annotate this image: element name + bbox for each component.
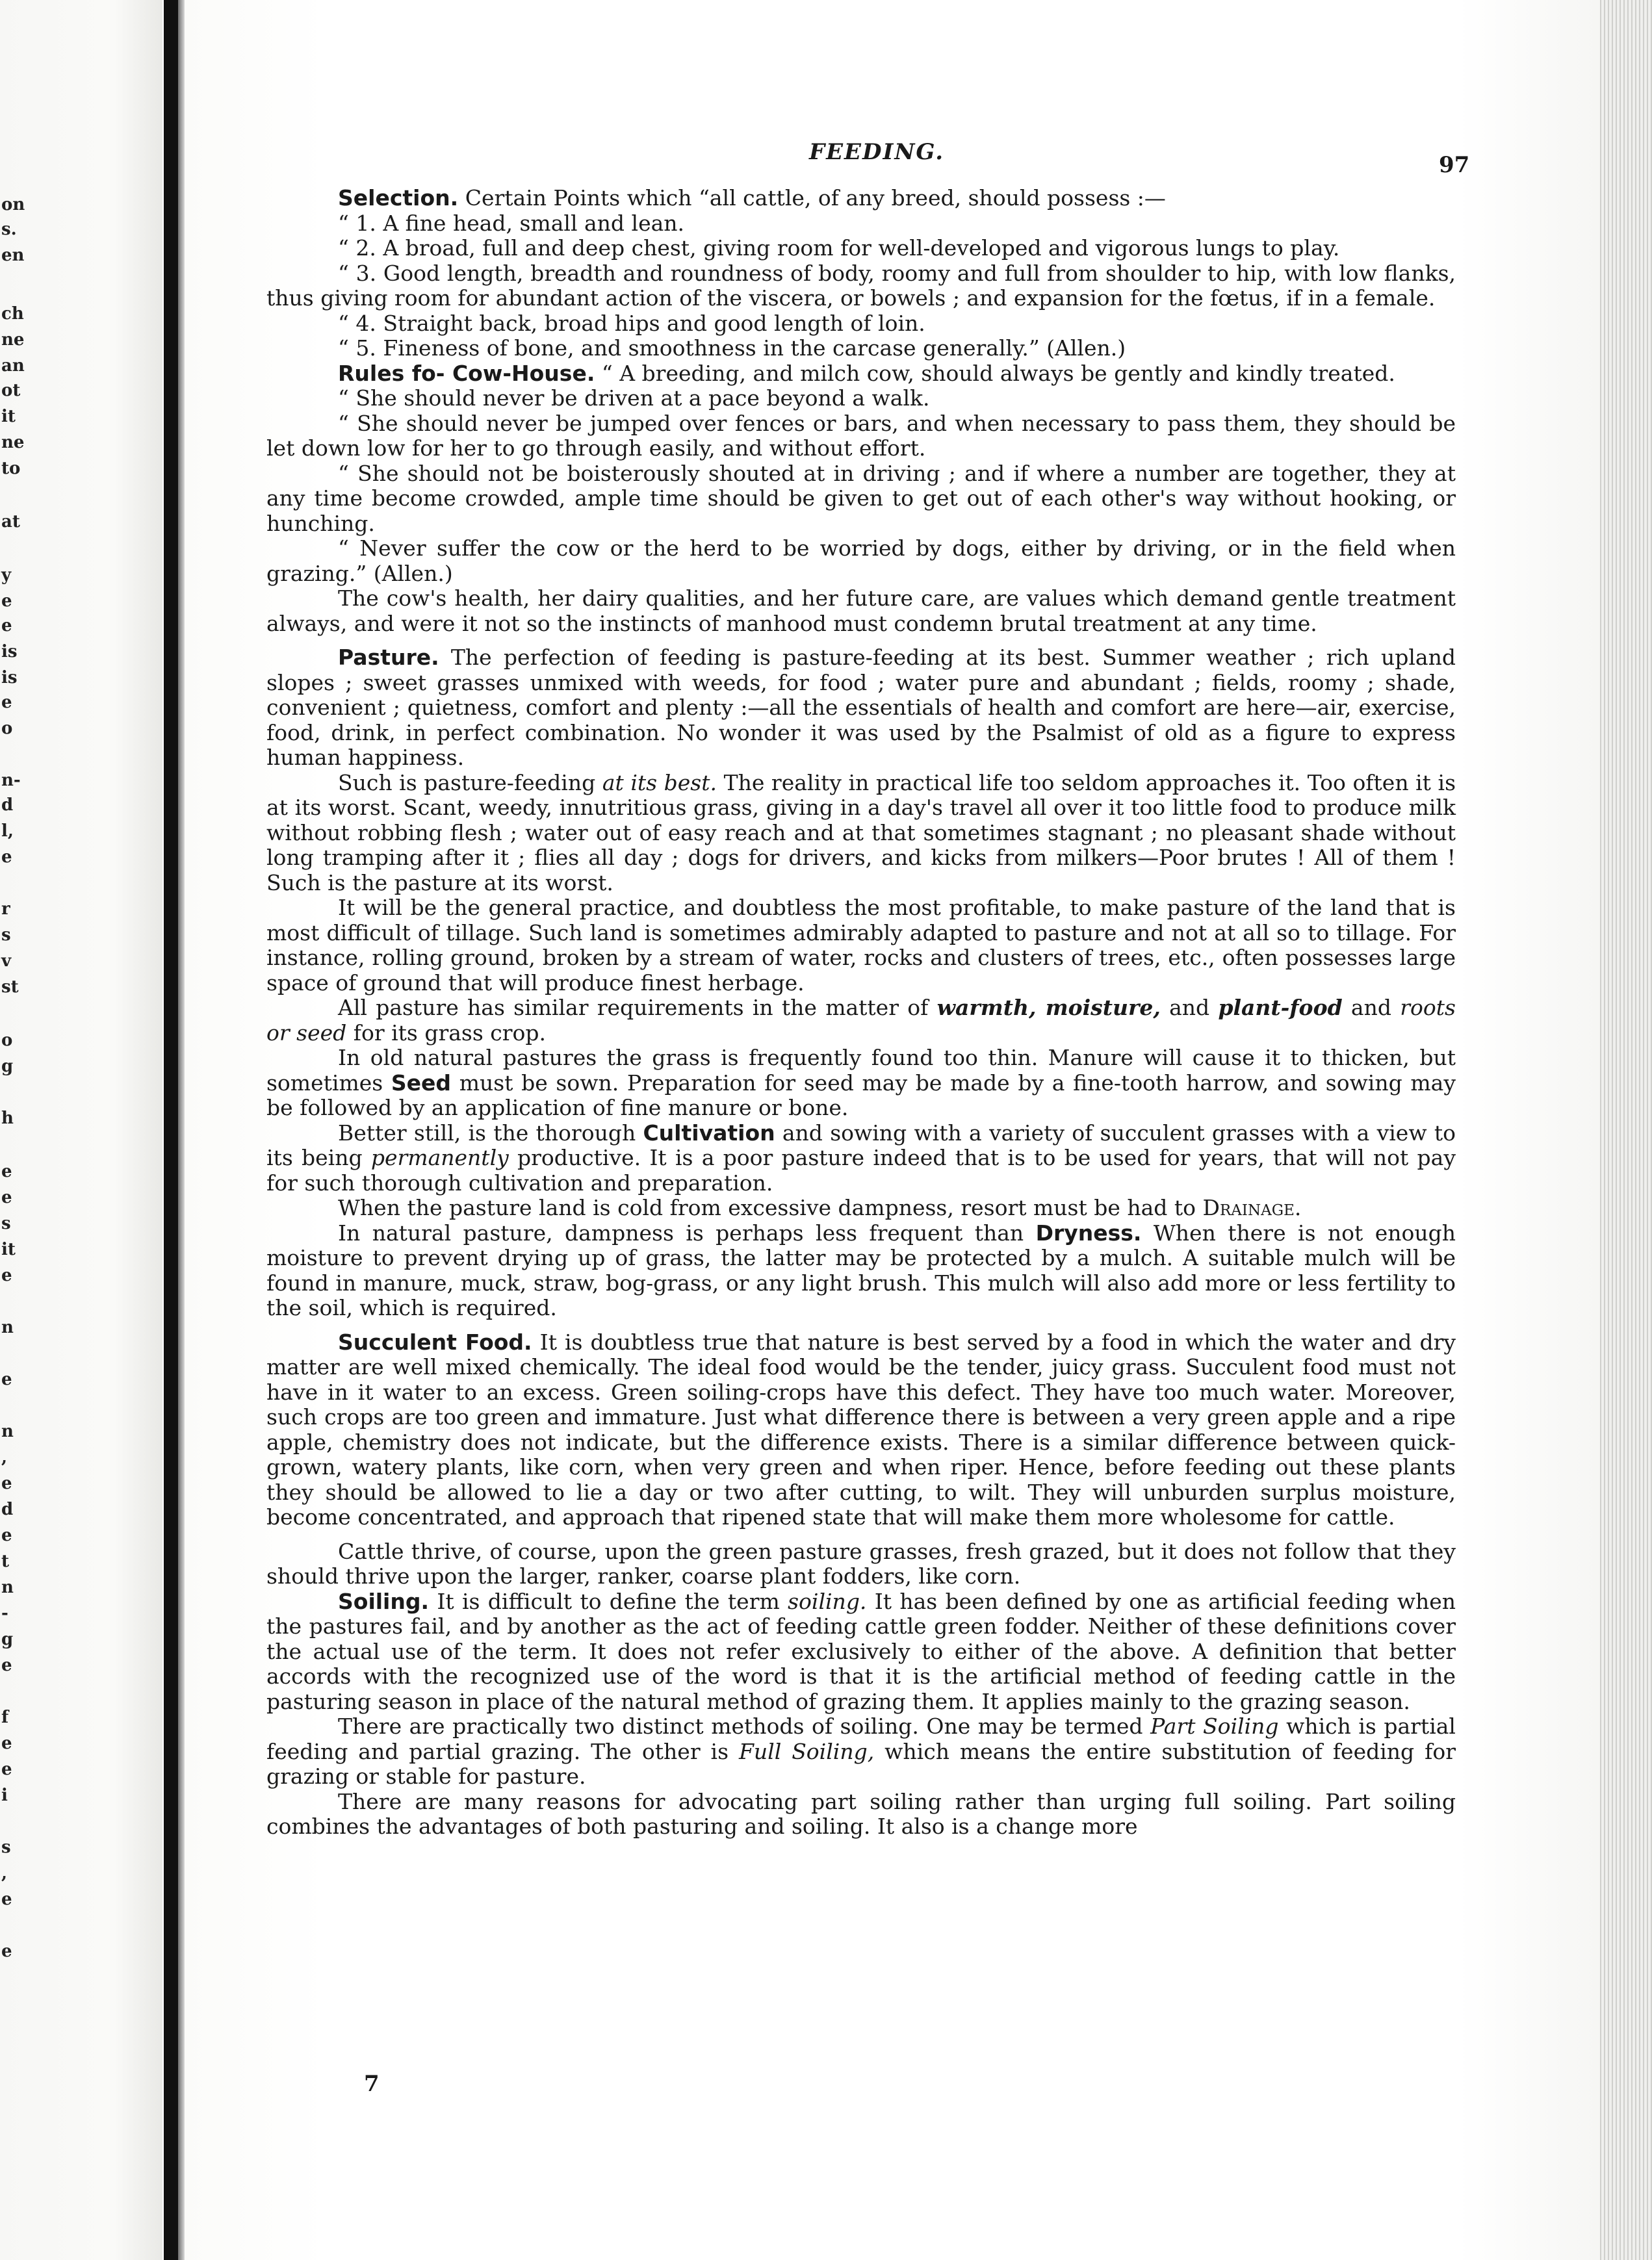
italic-run: Full Soiling,	[738, 1738, 875, 1764]
soiling-heading: Soiling.	[338, 1588, 430, 1614]
text-run: and sowing with a variety of succulent grasses with a view to its being	[266, 1120, 1456, 1170]
facing-page-fragment: g	[1, 1057, 14, 1076]
italic-run: Part Soiling	[1150, 1714, 1279, 1739]
text-run: It is doubtless true that nature is best served by a food in which the water and dry matter are well mixed chemically. The ideal food would be the tender, juicy grass. Succulent food must not have in it water to an excess. Green soiling-crops have this defect. They have too much water. Moreover, such crops are too green and immature. Just what difference there is between a very green apple and a ripe apple, chemistry does not indicate, but the difference exists. There is a similar difference between quick-grown, watery plants, like corn, when very green and when riper. Hence, before feeding out these plants they should be allowed to lie a day or two after cutting, to wilt. They will unburden surplus moisture, become concentrated, and approach that ripened state that will make them more wholesome for cattle.	[266, 1329, 1456, 1530]
facing-page-fragment: e	[1, 591, 12, 611]
dryness-paragraph	[266, 1221, 1456, 1321]
facing-page-fragment: o	[1, 1031, 13, 1050]
facing-page-fragment: to	[1, 459, 21, 478]
soiling-paragraph-3: There are many reasons for advocating part soiling rather than urging full soiling. Part soiling combines the advantages of both pasturing and soiling. It also is a change more	[266, 1788, 1456, 1839]
facing-page-fragment: e	[1, 1188, 12, 1207]
facing-page-fragment: s	[1, 1214, 11, 1233]
succulent-paragraph-2: Cattle thrive, of course, upon the green pasture grasses, fresh grazed, but it does not follow that they should thrive upon the larger, ranker, coarse plant fodders, like corn.	[266, 1538, 1456, 1589]
cow-house-rule-3: “ She should not be boisterously shouted at in driving ; and if where a number are together, they at any time become crowded, ample time should be given to get out of each other's way without hooking, or hunching.	[266, 460, 1456, 536]
facing-page-fragment: e	[1, 1942, 12, 1961]
selection-paragraph	[266, 186, 1456, 211]
facing-page-fragment: e	[1, 847, 12, 867]
text-run: which means the entire substitution of feeding for grazing or stable for pasture.	[266, 1738, 1456, 1789]
pasture-paragraph-3: It will be the general practice, and doubtless the most profitable, to make pasture of the land that is most difficult of tillage. Such land is sometimes admirably adapted to pasture and not at all so to tillage. For instance, rolling ground, broken by a stream of water, rocks and clusters of trees, etc., often possesses large space of ground that will produce finest herbage.	[266, 895, 1456, 995]
pasture-paragraph-4	[266, 995, 1456, 1046]
page-number: 97	[1439, 152, 1470, 178]
text-run: for its grass crop.	[353, 1020, 547, 1046]
text-run: All pasture has similar requirements in the matter of	[338, 995, 929, 1020]
facing-page-fragment: e	[1, 1266, 12, 1285]
pasture-text: The perfection of feeding is pasture-feeding at its best. Summer weather ; rich upland slopes ; sweet grasses unmixed with weeds, for food ; water pure and abundant ; fields, roomy ; shade, convenient ; quietness, comfort and plenty :—all the essentials of health and comfort are here—air, exercise, food, drink, in perfect combination. No wonder it was used by the Psalmist of old as a figure to express human happiness.	[266, 645, 1456, 770]
facing-page-fragment: n	[1, 1578, 14, 1597]
pasture-paragraph-2	[266, 771, 1456, 896]
page-stack-edge	[1600, 0, 1652, 2260]
text-run: and	[1169, 995, 1210, 1020]
cultivation-paragraph	[266, 1121, 1456, 1196]
facing-page-fragment: at	[1, 512, 20, 532]
facing-page-fragment: n	[1, 1422, 14, 1441]
facing-page-fragment: e	[1, 1474, 12, 1493]
facing-page-fragment: ,	[1, 1864, 8, 1883]
text-run: When the pasture land is cold from excessive dampness, resort must be had to	[338, 1195, 1196, 1220]
facing-page-fragment: l,	[1, 821, 14, 841]
facing-page-fragment: ,	[1, 1448, 8, 1467]
running-head: FEEDING.	[809, 139, 945, 165]
facing-page-edge	[0, 0, 162, 2260]
facing-page-fragment: is	[1, 668, 18, 687]
selection-point-3: “ 3. Good length, breadth and roundness of body, roomy and full from shoulder to hip, with low flanks, thus giving room for abundant action of the viscera, or bowels ; and expansion for the fœtus, if in a female.	[266, 260, 1456, 311]
facing-page-fragment: t	[1, 1552, 10, 1571]
facing-page-fragment: st	[1, 977, 19, 997]
text-run: and	[1350, 995, 1391, 1020]
cow-house-rule-4: “ Never suffer the cow or the herd to be worried by dogs, either by driving, or in the field when grazing.” (Allen.)	[266, 535, 1456, 586]
facing-page-fragment: d	[1, 795, 14, 815]
facing-page-fragment: it	[1, 407, 16, 426]
facing-page-fragment: i	[1, 1786, 8, 1805]
text-run: In old natural pastures the grass is frequently found too thin. Manure will cause it to thicken, but sometimes	[266, 1045, 1456, 1096]
pasture-paragraph	[266, 645, 1456, 771]
seed-paragraph	[266, 1046, 1456, 1121]
facing-page-fragment: e	[1, 1890, 12, 1909]
cow-house-paragraph	[266, 361, 1456, 387]
cow-house-rule-2: “ She should never be jumped over fences or bars, and when necessary to pass them, they should be let down low for her to go through easily, and without effort.	[266, 410, 1456, 461]
selection-point-1: “ 1. A fine head, small and lean.	[338, 210, 685, 236]
book-gutter	[164, 0, 178, 2260]
italic-run: soiling.	[788, 1588, 867, 1614]
drainage-term: Drainage.	[1202, 1195, 1302, 1220]
facing-page-fragment: f	[1, 1708, 9, 1727]
selection-intro: Certain Points which “all cattle, of any breed, should possess :—	[465, 185, 1166, 211]
italic-run: roots or seed	[266, 995, 1456, 1046]
facing-page-fragment: d	[1, 1500, 14, 1519]
text-run: There are practically two distinct methods of soiling. One may be termed	[338, 1714, 1143, 1739]
facing-page-fragment: e	[1, 616, 12, 636]
text-run: It has been defined by one as artificial feeding when the pastures fail, and by another as the act of feeding cattle green fodder. Neither of these definitions cover the actual use of the term. It does not refer exclusively to either of the above. A definition that better accords with the recognized use of the word is that it is the artificial method of feeding cattle in the pasturing season in place of the natural method of grazing them. It applies mainly to the grazing season.	[266, 1588, 1456, 1714]
facing-page-fragment: is	[1, 642, 18, 661]
facing-page-fragment: s	[1, 925, 11, 945]
soiling-paragraph	[266, 1589, 1456, 1715]
facing-page-fragment: v	[1, 951, 12, 971]
italic-run: permanently	[370, 1145, 509, 1170]
italic-run: at its best.	[602, 769, 717, 795]
facing-page-fragment: e	[1, 1656, 12, 1675]
facing-page-fragment: s.	[1, 220, 17, 239]
facing-page-fragment: n-	[1, 771, 21, 790]
gutter-shadow	[178, 0, 185, 2260]
facing-page-fragment: ne	[1, 330, 25, 350]
text-run: Such is pasture-feeding	[338, 769, 596, 795]
facing-page-fragment: g	[1, 1630, 14, 1649]
succulent-paragraph	[266, 1330, 1456, 1530]
cow-house-heading: Rules fo- Cow-House.	[338, 360, 595, 386]
text-run: It is difficult to define the term	[437, 1588, 780, 1614]
facing-page-fragment: ne	[1, 433, 25, 452]
facing-page-fragment: an	[1, 356, 25, 376]
italic-run: warmth, moisture,	[936, 995, 1161, 1020]
facing-page-fragment: -	[1, 1604, 8, 1623]
facing-page-fragment: h	[1, 1109, 14, 1128]
italic-run: plant-food	[1218, 995, 1343, 1020]
selection-point-5: “ 5. Fineness of bone, and smoothness in the carcase generally.” (Allen.)	[338, 335, 1126, 361]
text-run: In natural pasture, dampness is perhaps less frequent than	[338, 1220, 1024, 1246]
facing-page-fragment: r	[1, 899, 10, 919]
drainage-paragraph	[266, 1196, 1456, 1221]
seed-term: Seed	[391, 1070, 452, 1096]
facing-page-fragment: e	[1, 1162, 12, 1181]
facing-page-fragment: e	[1, 1760, 12, 1779]
text-run: When there is not enough moisture to prevent drying up of grass, the latter may be protected by a mulch. A suitable mulch will be found in manure, muck, straw, bog-grass, or any light brush. This mulch will also add more or less fertility to the soil, which is required.	[266, 1220, 1456, 1320]
text-run: must be sown. Preparation for seed may be made by a fine-tooth harrow, and sowing may be followed by an application of fine manure or bone.	[266, 1070, 1456, 1120]
facing-page-fragment: e	[1, 693, 12, 712]
selection-point-2: “ 2. A broad, full and deep chest, giving room for well-developed and vigorous lungs to play.	[338, 235, 1340, 261]
signature-mark: 7	[364, 2071, 380, 2097]
text-run: productive. It is a poor pasture indeed that is to be used for years, that will not pay for such thorough cultivation and preparation.	[266, 1145, 1456, 1196]
facing-page-fragment: e	[1, 1526, 12, 1545]
selection-heading: Selection.	[338, 185, 459, 211]
facing-page-fragment: on	[1, 195, 25, 214]
cow-house-closing: The cow's health, her dairy qualities, and her future care, are values which demand gentle treatment always, and were it not so the instincts of manhood must condemn brutal treatment at any time.	[266, 585, 1456, 636]
cultivation-term: Cultivation	[643, 1120, 775, 1146]
cow-house-rule-1: “ She should never be driven at a pace beyond a walk.	[338, 385, 930, 411]
succulent-heading: Succulent Food.	[338, 1329, 532, 1355]
facing-page-fragment: en	[1, 246, 25, 265]
facing-page-fragment: o	[1, 719, 13, 738]
page-text	[266, 186, 1456, 1840]
cow-house-intro: “ A breeding, and milch cow, should always be gently and kindly treated.	[601, 360, 1395, 386]
facing-page-fragment: it	[1, 1240, 16, 1259]
dryness-term: Dryness.	[1035, 1220, 1142, 1246]
facing-page-fragment: s	[1, 1838, 11, 1857]
soiling-paragraph-2	[266, 1714, 1456, 1790]
facing-page-fragment: y	[1, 565, 12, 585]
facing-page-fragment: e	[1, 1370, 12, 1389]
selection-point-4: “ 4. Straight back, broad hips and good length of loin.	[338, 310, 925, 336]
text-run: The reality in practical life too seldom approaches it. Too often it is at its worst. Scant, weedy, innutritious grass, giving in a day's travel all over it too little food to produce milk without robbing flesh ; water out of easy reach and at that sometimes stagnant ; no pleasant shade without long tramping after it ; flies all day ; dogs for drivers, and kicks from milkers—Poor brutes ! All of them ! Such is the pasture at its worst.	[266, 769, 1456, 895]
text-run: Better still, is the thorough	[338, 1120, 636, 1146]
facing-page-fragment: ch	[1, 304, 24, 324]
facing-page-fragment: e	[1, 1734, 12, 1753]
text-run: which is partial feeding and partial grazing. The other is	[266, 1714, 1456, 1764]
facing-page-fragment: n	[1, 1318, 14, 1337]
pasture-heading: Pasture.	[338, 645, 439, 670]
facing-page-fragment: ot	[1, 381, 21, 400]
